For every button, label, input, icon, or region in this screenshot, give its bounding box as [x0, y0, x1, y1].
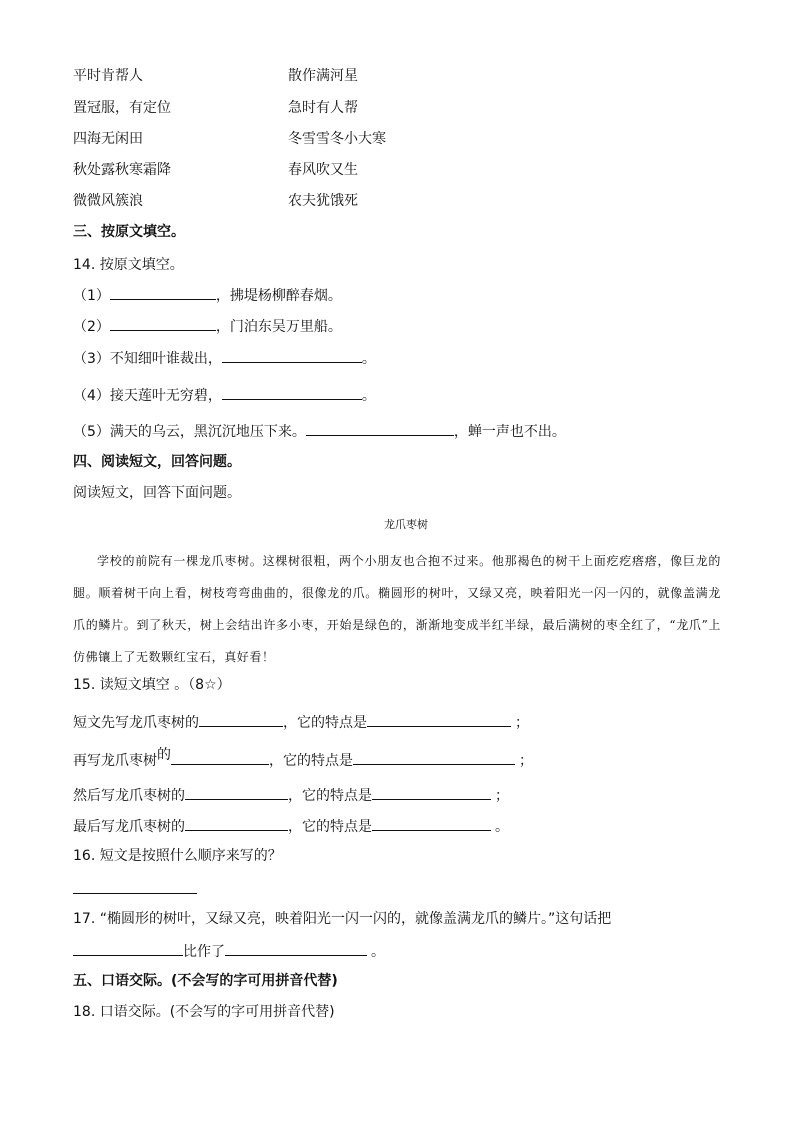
q15-line-1	[73, 713, 529, 732]
q17-prompt: 17. “椭圆形的树叶，又绿又亮，映着阳光一闪一闪的，就像盖满龙爪的鳞片。”这句话把	[73, 911, 612, 927]
answer-blank[interactable]	[353, 751, 515, 765]
answer-blank[interactable]	[222, 386, 362, 400]
line-end: 。	[495, 819, 509, 835]
item-end: ，蝉一声也不出。	[453, 424, 566, 440]
q15-prompt: 15. 读短文填空 。（8☆）	[73, 677, 231, 693]
item-number: （3）	[73, 351, 110, 367]
match-right-5: 农夫犹饿死	[288, 193, 358, 209]
q16-prompt: 16. 短文是按照什么顺序来写的？	[73, 848, 282, 864]
section5-heading: 五、口语交际。(不会写的字可用拼音代替)	[73, 973, 338, 989]
q14-item-3	[73, 349, 376, 368]
item-text: 满天的乌云，黑沉沉地压下来。	[109, 424, 306, 440]
line-text: 短文先写龙爪枣树的	[73, 715, 199, 731]
line-superscript: 的	[157, 747, 171, 763]
answer-blank[interactable]	[185, 817, 288, 831]
q14-prompt: 14. 按原文填空。	[73, 257, 184, 273]
item-text: 接天莲叶无穷碧，	[109, 388, 222, 404]
q15-line-2	[73, 747, 533, 770]
answer-blank[interactable]	[171, 751, 269, 765]
match-left-2: 置冠服，有定位	[73, 100, 171, 116]
q15-line-3	[73, 786, 509, 805]
section3-heading: 三、按原文填空。	[73, 224, 185, 240]
item-end: 。	[361, 388, 376, 404]
match-right-2: 急时有人帮	[288, 100, 358, 116]
line-text: ，它的特点是	[288, 788, 372, 804]
q16-answer-line[interactable]	[73, 880, 197, 894]
passage-title: 龙爪枣树	[384, 518, 428, 531]
q14-item-5	[73, 422, 566, 441]
answer-blank[interactable]	[185, 786, 288, 800]
item-end: 。	[361, 351, 376, 367]
line-end: ；	[519, 753, 533, 769]
item-text: 不知细叶谁裁出，	[109, 351, 222, 367]
q17-answer-line	[73, 942, 385, 961]
answer-blank[interactable]	[110, 286, 216, 300]
line-text: 最后写龙爪枣树的	[73, 819, 185, 835]
q15-line-4	[73, 817, 509, 836]
passage-text: 学校的前院有一棵龙爪枣树。这棵树很粗，两个小朋友也合抱不过来。他那褐色的树干上面疙疙瘩瘩，像巨龙的腿。顺着树干向上看，树枝弯弯曲曲的，很像龙的爪。椭圆形的树叶，又绿又亮，映着阳光一闪一闪的，就像盖满龙爪的鳞片。到了秋天，树上会结出许多小枣，开始是绿色的，渐渐地变成半红半绿，最后满树的枣全红了，“龙爪”上仿佛镶上了无数颗红宝石，真好看！	[73, 554, 721, 664]
item-number: （2）	[73, 319, 110, 335]
item-number: （5）	[73, 424, 110, 440]
line-text: ，它的特点是	[269, 753, 353, 769]
answer-blank[interactable]	[110, 317, 216, 331]
match-left-1: 平时肯帮人	[73, 68, 143, 84]
match-left-3: 四海无闲田	[73, 131, 143, 147]
answer-blank[interactable]	[199, 713, 283, 727]
answer-blank[interactable]	[372, 786, 491, 800]
line-end: ；	[515, 715, 529, 731]
q14-item-2	[73, 317, 342, 336]
match-left-4: 秋处露秋寒霜降	[73, 162, 171, 178]
q17-end: 。	[371, 944, 385, 960]
answer-blank[interactable]	[367, 713, 511, 727]
q14-item-1	[73, 286, 342, 305]
match-right-4: 春风吹又生	[288, 162, 358, 178]
q17-mid: 比作了	[183, 944, 225, 960]
line-text: ，它的特点是	[283, 715, 367, 731]
q14-item-4	[73, 386, 376, 405]
item-number: （4）	[73, 388, 110, 404]
section4-intro: 阅读短文，回答下面问题。	[73, 485, 241, 501]
item-number: （1）	[73, 288, 110, 304]
line-text: 再写龙爪枣树	[73, 753, 157, 769]
answer-blank[interactable]	[225, 942, 367, 956]
line-text: 然后写龙爪枣树的	[73, 788, 185, 804]
answer-blank[interactable]	[372, 817, 491, 831]
section4-heading: 四、阅读短文，回答问题。	[73, 454, 241, 470]
answer-blank[interactable]	[222, 349, 362, 363]
answer-blank[interactable]	[306, 422, 454, 436]
line-text: ，它的特点是	[288, 819, 372, 835]
match-right-1: 散作满河星	[288, 68, 358, 84]
match-right-3: 冬雪雪冬小大寒	[288, 131, 386, 147]
item-text: ，拂堤杨柳醉春烟。	[215, 288, 342, 304]
line-end: ；	[495, 788, 509, 804]
q18-prompt: 18. 口语交际。(不会写的字可用拼音代替)	[73, 1004, 335, 1020]
match-left-5: 微微风簇浪	[73, 193, 143, 209]
answer-blank[interactable]	[73, 942, 183, 956]
item-text: ，门泊东吴万里船。	[215, 319, 342, 335]
